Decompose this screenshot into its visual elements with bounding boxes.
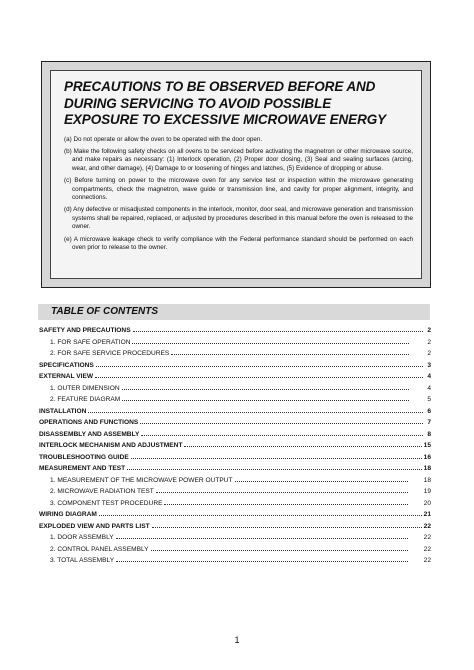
toc-dot-leader — [131, 458, 422, 459]
toc-heading: TABLE OF CONTENTS — [51, 306, 159, 317]
toc-entry-label: MEASUREMENT AND TEST — [39, 465, 126, 472]
toc-entry-page: 22 — [423, 534, 431, 541]
toc-entry-page: 19 — [423, 488, 431, 495]
toc-dot-leader — [132, 343, 409, 344]
page-number: 1 — [234, 635, 240, 645]
toc-section-link[interactable] — [39, 431, 431, 443]
toc-entry-label: 2. MICROWAVE RADIATION TEST — [50, 488, 154, 495]
toc-subsection-link[interactable] — [39, 500, 431, 512]
toc-dot-leader — [235, 481, 408, 482]
toc-dot-leader — [152, 527, 422, 528]
toc-dot-leader — [140, 423, 423, 424]
toc-section-link[interactable] — [39, 408, 431, 420]
toc-section-link[interactable] — [39, 373, 431, 385]
toc-subsection-link[interactable] — [39, 385, 431, 397]
toc-section-link[interactable] — [39, 327, 431, 339]
toc-subsection-link[interactable] — [39, 339, 431, 351]
toc-entry-label: SPECIFICATIONS — [39, 361, 94, 369]
toc-dot-leader — [116, 561, 408, 562]
toc-entry-page: 22 — [423, 557, 431, 564]
precautions-title-line: PRECAUTIONS TO BE OBSERVED BEFORE AND — [64, 79, 376, 94]
toc-entry-label: EXTERNAL VIEW — [39, 373, 94, 380]
precautions-title-line: EXPOSURE TO EXCESSIVE MICROWAVE ENERGY — [64, 112, 387, 127]
toc-section-link[interactable] — [39, 465, 431, 477]
toc-entry-label: 2. FEATURE DIAGRAM — [50, 396, 121, 403]
toc-dot-leader — [171, 354, 409, 355]
toc-entry-label: SAFETY AND PRECAUTIONS — [39, 327, 131, 334]
toc-entry-label: 1. DOOR ASSEMBLY — [50, 534, 114, 541]
toc-entry-label: 1. OUTER DIMENSION — [50, 384, 120, 392]
toc-dot-leader — [164, 504, 407, 505]
toc-subsection-link[interactable] — [39, 396, 431, 408]
toc-subsection-link[interactable] — [39, 488, 431, 500]
toc-entry-page: 4 — [427, 384, 431, 392]
toc-section-link[interactable] — [39, 511, 431, 523]
toc-dot-leader — [88, 412, 423, 413]
precaution-item: (b) Make the following safety checks on all ovens to be serviced before activating the magnetron or other microwave source, and make repairs as necessary: (1) Interlock operation, (2) Proper door closing, (3) Seal and sealing surfaces (arcing, wear, and other damage), (4) Damage to or loosening of hinges and latches, (5) Evidence of dropping or abuse. — [64, 148, 413, 172]
toc-section-link[interactable] — [39, 523, 431, 535]
toc-entry-page: 6 — [427, 407, 431, 415]
toc-dot-leader — [95, 377, 423, 378]
toc-dot-leader — [133, 331, 423, 332]
toc-entry-page: 3 — [427, 361, 431, 369]
toc-entry-label: DISASSEMBLY AND ASSEMBLY — [39, 430, 140, 438]
table-of-contents — [39, 327, 431, 569]
toc-dot-leader — [156, 492, 408, 493]
toc-entry-page: 22 — [423, 522, 431, 530]
toc-entry-label: OPERATIONS AND FUNCTIONS — [39, 419, 139, 426]
toc-subsection-link[interactable] — [39, 546, 431, 558]
toc-dot-leader — [141, 435, 423, 436]
toc-subsection-link[interactable] — [39, 534, 431, 546]
precautions-list — [64, 136, 413, 252]
toc-entry-page: 20 — [423, 499, 431, 507]
toc-entry-page: 8 — [427, 430, 431, 438]
toc-entry-label: INSTALLATION — [39, 407, 87, 415]
toc-subsection-link[interactable] — [39, 557, 431, 569]
toc-entry-page: 18 — [423, 465, 431, 472]
toc-entry-label: INTERLOCK MECHANISM AND ADJUSTMENT — [39, 442, 183, 449]
toc-dot-leader — [151, 550, 408, 551]
toc-entry-label: 2. CONTROL PANEL ASSEMBLY — [50, 545, 149, 553]
toc-entry-label: 1. MEASUREMENT OF THE MICROWAVE POWER OUTPUT — [50, 476, 233, 484]
toc-entry-page: 5 — [427, 396, 431, 403]
toc-entry-page: 15 — [423, 442, 431, 449]
precaution-item: (c) Before turning on power to the microwave oven for any service test or inspection within the microwave generating compartments, check the magnetron, wave guide or transmission line, and cavity for proper alignment, integrity, and connections. — [64, 177, 413, 201]
toc-entry-label: 3. COMPONENT TEST PROCEDURE — [50, 499, 163, 507]
toc-entry-page: 16 — [423, 453, 431, 461]
toc-section-link[interactable] — [39, 454, 431, 466]
precaution-item: (d) Any defective or misadjusted components in the interlock, monitor, door seal, and microwave generation and transmission systems shall be repaired, replaced, or adjusted by procedures described in this manual before the oven is released to the owner. — [64, 206, 413, 230]
precautions-panel — [50, 70, 422, 279]
toc-dot-leader — [116, 538, 408, 539]
toc-entry-page: 4 — [427, 373, 431, 380]
toc-heading-bar — [38, 304, 430, 320]
toc-dot-leader — [96, 366, 423, 367]
toc-section-link[interactable] — [39, 419, 431, 431]
toc-entry-label: 2. FOR SAFE SERVICE PROCEDURES — [50, 350, 170, 357]
toc-entry-label: EXPLODED VIEW AND PARTS LIST — [39, 522, 150, 530]
toc-dot-leader — [184, 446, 421, 447]
toc-entry-label: 3. TOTAL ASSEMBLY — [50, 557, 115, 564]
toc-dot-leader — [122, 400, 409, 401]
toc-entry-label: WIRING DIAGRAM — [39, 511, 97, 518]
precautions-title-line: DURING SERVICING TO AVOID POSSIBLE — [64, 95, 332, 111]
toc-entry-page: 2 — [427, 338, 431, 346]
toc-dot-leader — [127, 469, 421, 470]
precautions-box — [41, 61, 431, 288]
toc-subsection-link[interactable] — [39, 350, 431, 362]
precaution-item: (a) Do not operate or allow the oven to be operated with the door open. — [64, 135, 263, 143]
toc-entry-label: TROUBLESHOOTING GUIDE — [39, 453, 129, 461]
toc-dot-leader — [99, 515, 422, 516]
toc-entry-page: 7 — [427, 419, 431, 426]
toc-subsection-link[interactable] — [39, 477, 431, 489]
toc-entry-page: 21 — [423, 511, 431, 518]
toc-entry-page: 22 — [423, 545, 431, 553]
toc-section-link[interactable] — [39, 442, 431, 454]
precautions-title — [64, 79, 413, 129]
toc-entry-label: 1. FOR SAFE OPERATION — [50, 338, 131, 346]
precaution-item: (e) A microwave leakage check to verify compliance with the Federal performance standard should be performed on each oven prior to release to the owner. — [64, 235, 413, 251]
toc-entry-page: 18 — [423, 476, 431, 484]
toc-entry-page: 2 — [427, 327, 431, 334]
toc-entry-page: 2 — [427, 350, 431, 357]
toc-dot-leader — [122, 389, 409, 390]
toc-section-link[interactable] — [39, 362, 431, 374]
